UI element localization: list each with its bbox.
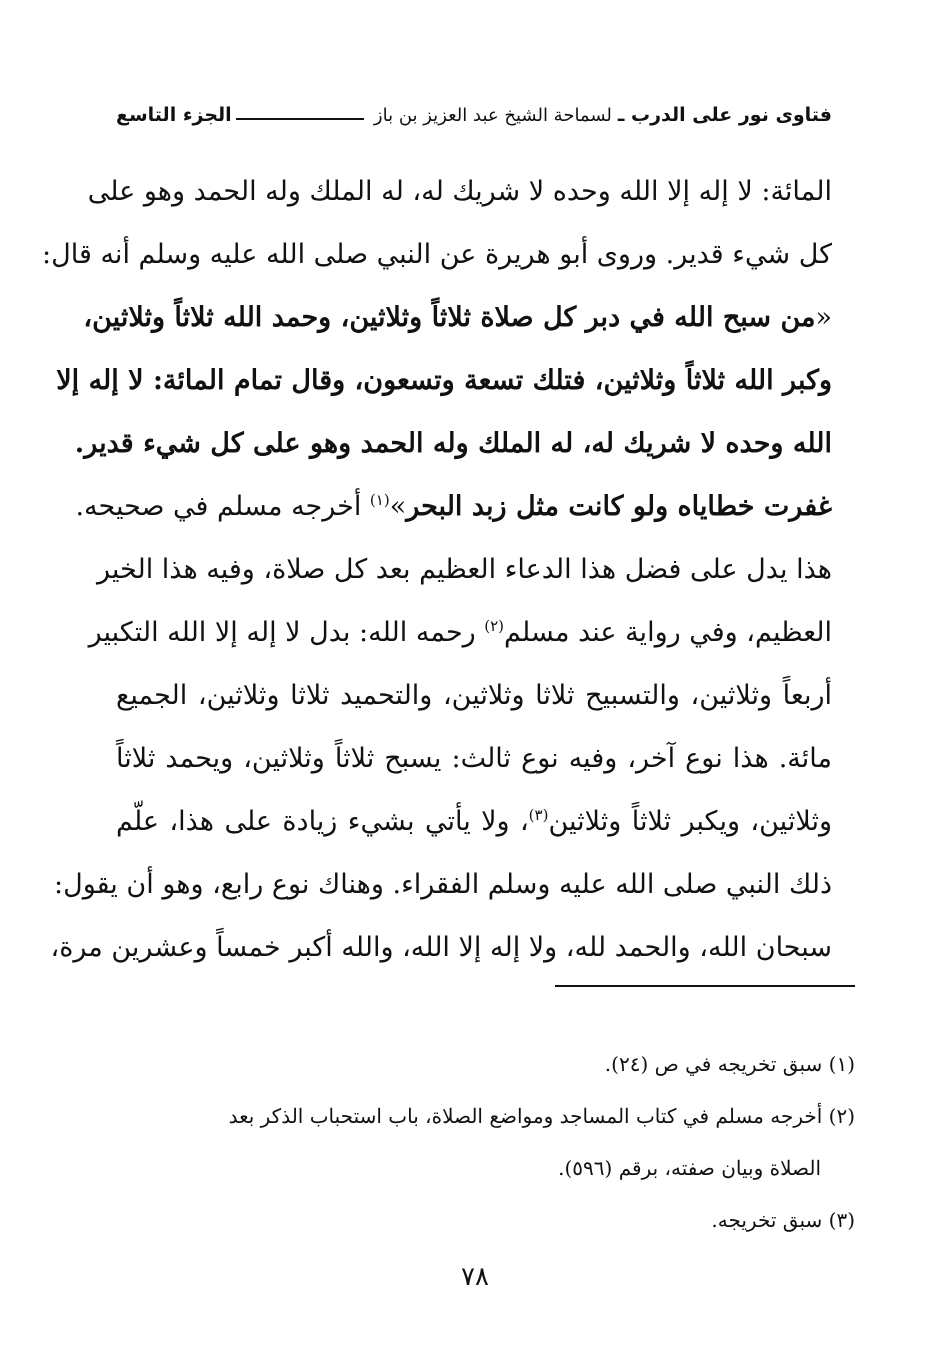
footnote-ref: (١) xyxy=(369,491,390,509)
text-segment: ذلك النبي صلى الله عليه وسلم الفقراء. وهناك نوع رابع، وهو أن يقول: xyxy=(53,869,832,900)
volume-label: الجزء التاسع xyxy=(116,104,232,126)
running-header xyxy=(116,98,832,132)
header-rule xyxy=(236,118,364,120)
text-line xyxy=(97,538,832,601)
footnote: (١) سبق تخريجه في ص (٢٤). xyxy=(604,1052,855,1076)
footnote: (٢) أخرجه مسلم في كتاب المساجد ومواضع الصلاة، باب استحباب الذكر بعد xyxy=(228,1104,855,1128)
text-line xyxy=(42,223,832,286)
text-segment: سبحان الله، والحمد لله، ولا إله إلا الله، والله أكبر خمساً وعشرين مرة، xyxy=(50,932,832,963)
text-segment: أربعاً وثلاثين، والتسبيح ثلاثا وثلاثين، والتحميد ثلاثا وثلاثين، الجميع xyxy=(116,680,832,711)
text-line xyxy=(116,664,832,727)
text-line xyxy=(53,853,832,916)
text-segment: ، ولا يأتي بشيء زيادة على هذا، علّم xyxy=(116,806,529,837)
footnote-ref: (٢) xyxy=(484,617,505,635)
text-line xyxy=(83,286,832,349)
footnote: (٣) سبق تخريجه. xyxy=(711,1208,855,1232)
text-segment: وكبر الله ثلاثاً وثلاثين، فتلك تسعة وتسعون، وقال تمام المائة: لا إله إلا xyxy=(56,365,832,396)
book-title: فتاوى نور على الدرب ـ xyxy=(617,104,832,126)
page-number: ٧٨ xyxy=(461,1262,489,1292)
text-line xyxy=(116,727,832,790)
text-segment: العظيم، وفي رواية عند مسلم xyxy=(504,617,832,648)
text-line xyxy=(56,349,832,412)
text-segment: هذا يدل على فضل هذا الدعاء العظيم بعد كل صلاة، وفيه هذا الخير xyxy=(97,554,832,585)
footnote-ref: (٣) xyxy=(528,806,549,824)
text-line xyxy=(75,475,832,538)
text-segment: » xyxy=(389,491,407,522)
text-segment: الله وحده لا شريك له، له الملك وله الحمد وهو على كل شيء قدير. xyxy=(74,428,832,459)
text-segment: « xyxy=(815,302,832,333)
text-segment: وثلاثين، ويكبر ثلاثاً وثلاثين xyxy=(548,806,832,837)
text-line xyxy=(87,160,832,223)
text-segment: المائة: لا إله إلا الله وحده لا شريك له، له الملك وله الحمد وهو على xyxy=(87,176,832,207)
text-line xyxy=(50,916,832,979)
text-segment: غفرت خطاياه ولو كانت مثل زبد البحر xyxy=(406,491,832,522)
text-line xyxy=(74,412,832,475)
text-segment: رحمه الله: بدل لا إله إلا الله التكبير xyxy=(88,617,485,648)
text-segment: مائة. هذا نوع آخر، وفيه نوع ثالث: يسبح ثلاثاً وثلاثين، ويحمد ثلاثاً xyxy=(116,743,832,774)
author-name: لسماحة الشيخ عبد العزيز بن باز xyxy=(373,104,612,126)
footnote-divider xyxy=(555,985,855,987)
footnotes xyxy=(80,1038,855,1246)
text-segment: أخرجه مسلم في صحيحه. xyxy=(75,491,370,522)
body-text xyxy=(42,160,832,979)
footnote: الصلاة وبيان صفته، برقم (٥٩٦). xyxy=(558,1156,821,1180)
text-segment: كل شيء قدير. وروى أبو هريرة عن النبي صلى الله عليه وسلم أنه قال: xyxy=(42,239,832,270)
text-segment: من سبح الله في دبر كل صلاة ثلاثاً وثلاثين، وحمد الله ثلاثاً وثلاثين، xyxy=(83,302,816,333)
text-line xyxy=(116,790,832,853)
text-line xyxy=(88,601,832,664)
